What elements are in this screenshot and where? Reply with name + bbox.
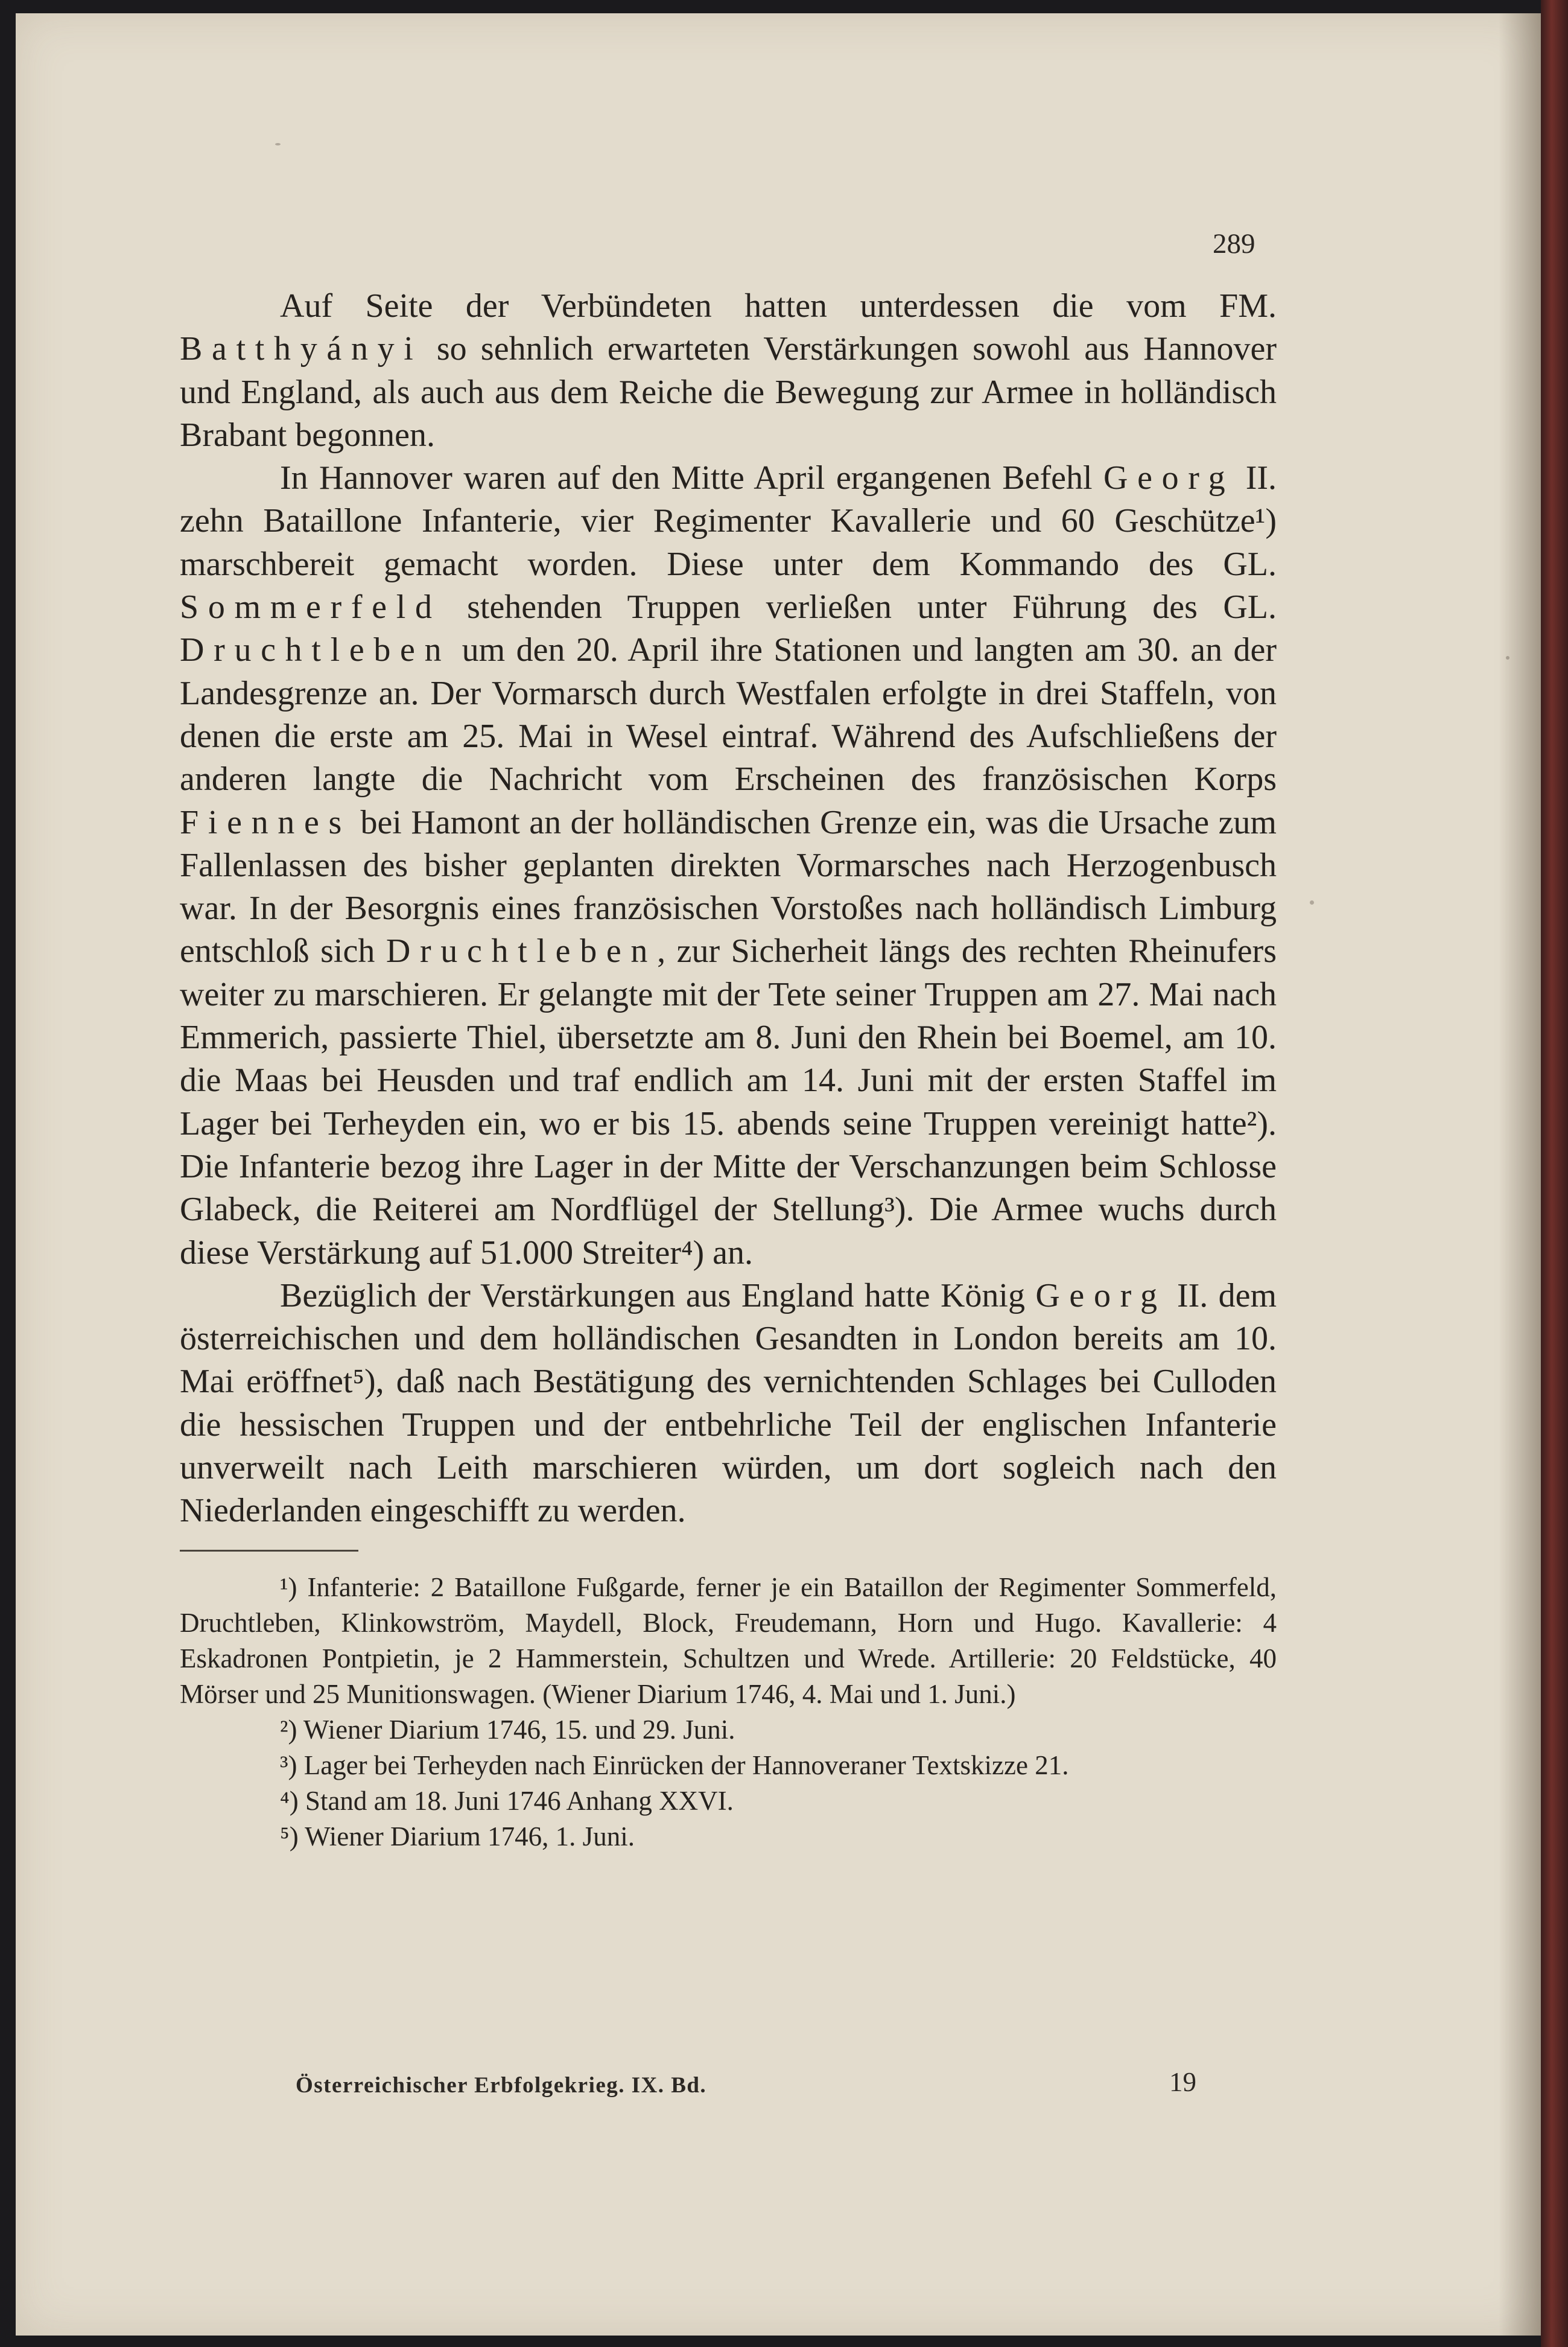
signature-mark: 19 <box>1169 2067 1196 2097</box>
footer-series-title: Österreichischer Erbfolgekrieg. IX. Bd. <box>296 2073 707 2098</box>
body-text <box>180 285 1277 1533</box>
footnotes <box>180 1570 1277 1855</box>
book-page <box>16 13 1541 2336</box>
paragraph-3: Bezüglich der Verstärkungen aus England hatte König Georg II. dem österreichischen und dem holländischen Gesandten in London bereits am 10. Mai eröffnet⁵), daß nach Bestätigung des vernichtenden Schlages bei Culloden die hessischen Truppen und der entbehrliche Teil der englischen Infanterie unverweilt nach Leith marschieren würden, um dort sogleich nach den Niederlanden eingeschifft zu werden. <box>180 1276 1277 1530</box>
footnote-1: ¹) Infanterie: 2 Bataillone Fußgarde, ferner je ein Bataillon der Regimenter Sommerfeld, Druchtleben, Klinkowström, Maydell, Block, Freudemann, Horn und Hugo. Kavallerie: 4 Eskadronen Pontpietin, je 2 Hammerstein, Schultzen und Wrede. Artillerie: 20 Feldstücke, 40 Mörser und 25 Munitionswagen. (Wiener Diarium 1746, 4. Mai und 1. Juni.) <box>180 1572 1277 1709</box>
page-edge-shadow <box>1499 13 1541 2336</box>
book-binding <box>1541 0 1568 2347</box>
footnote-3: ³) Lager bei Terheyden nach Einrücken der Hannoveraner Textskizze 21. <box>280 1750 1069 1780</box>
footnote-2: ²) Wiener Diarium 1746, 15. und 29. Juni. <box>280 1714 735 1745</box>
paper-speck <box>1310 900 1314 905</box>
paragraph-1: Auf Seite der Verbündeten hatten unterdessen die vom FM. Batthyányi so sehnlich erwarteten Verstärkungen sowohl aus Hannover und England, als auch aus dem Reiche die Bewegung zur Armee in holländisch Brabant begonnen. <box>180 287 1277 454</box>
footnote-separator <box>180 1550 358 1552</box>
paper-speck <box>275 143 281 145</box>
paragraph-2: In Hannover waren auf den Mitte April ergangenen Befehl Georg II. zehn Bataillone Infanterie, vier Regimenter Kavallerie und 60 Geschütze¹) marschbereit gemacht worden. Diese unter dem Kommando des GL. Sommerfeld stehenden Truppen verließen unter Führung des GL. Druchtleben um den 20. April ihre Stationen und langten am 30. an der Landesgrenze an. Der Vormarsch durch Westfalen erfolgte in drei Staffeln, von denen die erste am 25. Mai in Wesel eintraf. Während des Aufschließens der anderen langte die Nachricht vom Erscheinen des französischen Korps Fiennes bei Hamont an der holländischen Grenze ein, was die Ursache zum Fallenlassen des bisher geplanten direkten Vormarsches nach Herzogenbusch war. In der Besorgnis eines französischen Vorstoßes nach holländisch Limburg entschloß sich Druchtleben, zur Sicherheit längs des rechten Rheinufers weiter zu marschieren. Er gelangte mit der Tete seiner Truppen am 27. Mai nach Emmerich, passierte Thiel, übersetzte am 8. Juni den Rhein bei Boemel, am 10. die Maas bei Heusden und traf endlich am 14. Juni mit der ersten Staffel im Lager bei Terheyden ein, wo er bis 15. abends seine Truppen vereinigt hatte²). Die Infanterie bezog ihre Lager in der Mitte der Verschanzungen beim Schlosse Glabeck, die Reiterei am Nordflügel der Stellung³). Die Armee wuchs durch diese Verstärkung auf 51.000 Streiter⁴) an. <box>180 459 1277 1272</box>
footnote-4: ⁴) Stand am 18. Juni 1746 Anhang XXVI. <box>280 1785 734 1816</box>
page-number: 289 <box>1213 228 1255 260</box>
page-content <box>180 285 1277 1855</box>
paper-speck <box>1506 656 1509 660</box>
footnote-5: ⁵) Wiener Diarium 1746, 1. Juni. <box>280 1821 635 1852</box>
